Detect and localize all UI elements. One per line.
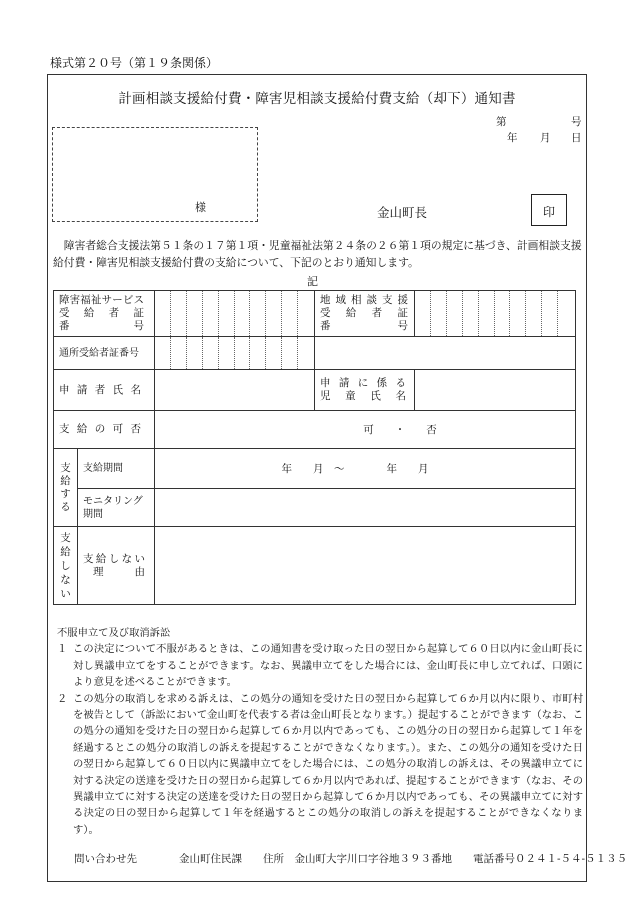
applicant-label: 申請者氏名 [54,370,155,411]
applicant-row [54,370,576,411]
reason-label: 支給しない 理由 [78,527,155,605]
date-day-label: 日 [571,132,582,144]
monitoring-row [54,489,576,527]
period-label: 支給期間 [78,449,155,489]
no-grant-row [54,527,576,605]
form-number: 様式第２０号（第１９条関係） [50,56,219,70]
details-table [53,290,576,605]
document-title: 計画相談支援給付費・障害児相談支援給付費支給（却下）通知書 [118,91,516,107]
commute-cert-number-cells[interactable] [155,337,315,370]
doc-number-suffix: 号 [571,116,582,128]
child-name-label: 申請に係る 児童氏名 [315,370,415,411]
appeal-notes [57,625,583,838]
cert-number-row [54,291,576,337]
period-row [54,449,576,489]
addressee-box[interactable] [52,127,258,222]
date-year-label: 年 [507,132,518,144]
svc-cert-label: 障害福祉サービス 受給者証 番号 [54,291,155,337]
grant-label: 支 給 す る [54,449,78,527]
monitoring-label: モニタリング 期間 [78,489,155,527]
commute-cert-label: 通所受給者証番号 [54,337,155,370]
note-item: １ この決定について不服があるときは、この通知書を受け取った日の翌日から起算して６０日以内に金山町長に対し異議申立てをすることができます。なお、異議申立てをした場合には、金山町長に申し立てれば、口頭により意見を述べることができます。 [57,643,583,689]
svc-cert-number-cells[interactable] [155,291,315,337]
commute-cert-row [54,337,576,370]
note-item: ２ この処分の取消しを求める訴えは、この処分の通知を受けた日の翌日から起算して６か月以内に限り、市町村を被告として（訴訟において金山町を代表する者は金山町長となります。）提起することができます（なお、この処分の通知を受けた日の翌日から起算して６か月以内であっても、この処分の日の翌日から起算して１年を経過するとこの処分の取消しの訴えを提起することができなくなります。）。また、この処分の通知を受けた日の翌日から起算して６０日以内に異議申立てをした場合には、この処分の取消しの訴えは、その異議申立てに対する決定の送達を受けた日の翌日から起算して６か月以内であれば、提起することができます（なお、その異議申立てに対する決定の送達を受けた日の翌日から起算して６か月以内であっても、その異議申立てに対する決定の日の翌日から起算して１年を経過するとこの処分の取消しの訴えを提起することができなくなります）。 [57,692,583,836]
commute-cert-blank [315,337,576,370]
no-grant-label: 支 給 し な い [54,527,78,605]
date-month-label: 月 [540,132,551,144]
monitoring-field[interactable] [155,489,576,527]
addressee-suffix: 様 [195,201,206,214]
child-name-field[interactable] [415,370,576,411]
ki-heading: 記 [307,275,318,288]
approval-label: 支給の可否 [54,411,155,449]
region-cert-label: 地域相談支援 受給者証 番号 [315,291,415,337]
doc-number-label: 第 [496,116,507,128]
period-field[interactable]: 年 月 ～ 年 月 [155,449,576,489]
approval-choice[interactable]: 可 ・ 否 [155,411,576,449]
seal-box: 印 [531,194,567,226]
notice-body: 障害者総合支援法第５１条の１７第１項・児童福祉法第２４条の２６第１項の規定に基づき、計画相談支援給付費・障害児相談支援給付費の支給について、下記のとおり通知します。 [53,239,582,269]
applicant-name-field[interactable] [155,370,315,411]
notes-heading: 不服申立て及び取消訴訟 [57,627,171,639]
issuer-name: 金山町長 [377,205,428,220]
approval-row [54,411,576,449]
region-cert-number-cells[interactable] [415,291,576,337]
contact-info: 問い合わせ先 金山町住民課 住所 金山町大字川口字谷地３９３番地 電話番号０２４１‐５４‐５１３５ [74,853,628,865]
reason-field[interactable] [155,527,576,605]
